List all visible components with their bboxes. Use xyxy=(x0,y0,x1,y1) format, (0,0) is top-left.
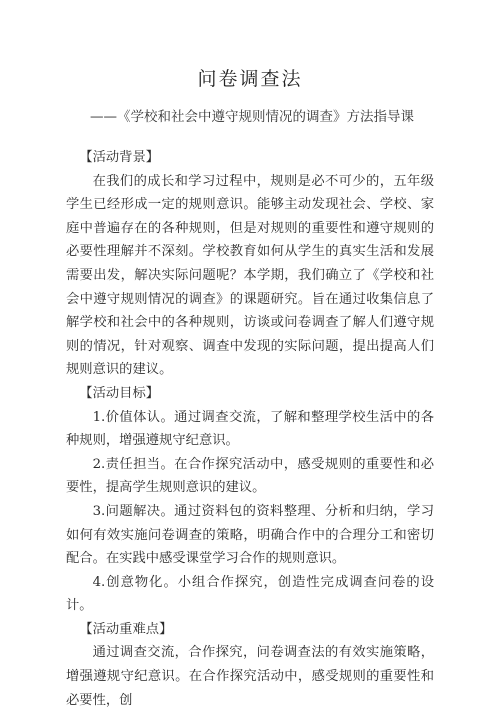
goal-item-3: 3.问题解决。通过资料包的资料整理、分析和归纳，学习如何有效实施问卷调查的策略，明确合作中的合理分工和密切配合。在实践中感受课堂学习合作的规则意识。 xyxy=(66,503,434,567)
section-heading-key-points: 【活动重难点】 xyxy=(79,621,173,637)
document-subtitle: ——《学校和社会中遵守规则情况的调查》方法指导课 xyxy=(90,109,414,125)
section-heading-background: 【活动背景】 xyxy=(79,150,160,165)
document-body xyxy=(66,146,434,712)
paragraph-key-points: 通过调查交流，合作探究，问卷调查法的有效实施策略，增强遵规守纪意识。在合作探究活动中，感受规则的重要性和必要性，创 xyxy=(66,645,434,708)
paragraph-background: 在我们的成长和学习过程中，规则是必不可少的，五年级学生已经形成一定的规则意识。能够主动发现社会、学校、家庭中普遍存在的各种规则，但是对规则的重要性和遵守规则的必要性理解并不深刻。学校教育如何从学生的真实生活和发展需要出发，解决实际问题呢？本学期，我们确立了《学校和社会中遵守规则情况的调查》的课题研究。旨在通过收集信息了解学校和社会中的各种规则，访谈或问卷调查了解人们遵守规则的情况，针对观察、调查中发现的实际问题，提出提高人们规则意识的建议。 xyxy=(66,173,434,378)
goal-item-4: 4.创意物化。小组合作探究，创造性完成调查问卷的设计。 xyxy=(66,574,434,614)
section-heading-goals: 【活动目标】 xyxy=(79,385,160,401)
document-title: 问卷调查法 xyxy=(197,68,303,90)
goal-item-1: 1.价值体认。通过调查交流，了解和整理学校生活中的各种规则，增强遵规守纪意识。 xyxy=(66,409,434,449)
goal-item-2: 2.责任担当。在合作探究活动中，感受规则的重要性和必要性，提高学生规则意识的建议。 xyxy=(66,456,434,496)
